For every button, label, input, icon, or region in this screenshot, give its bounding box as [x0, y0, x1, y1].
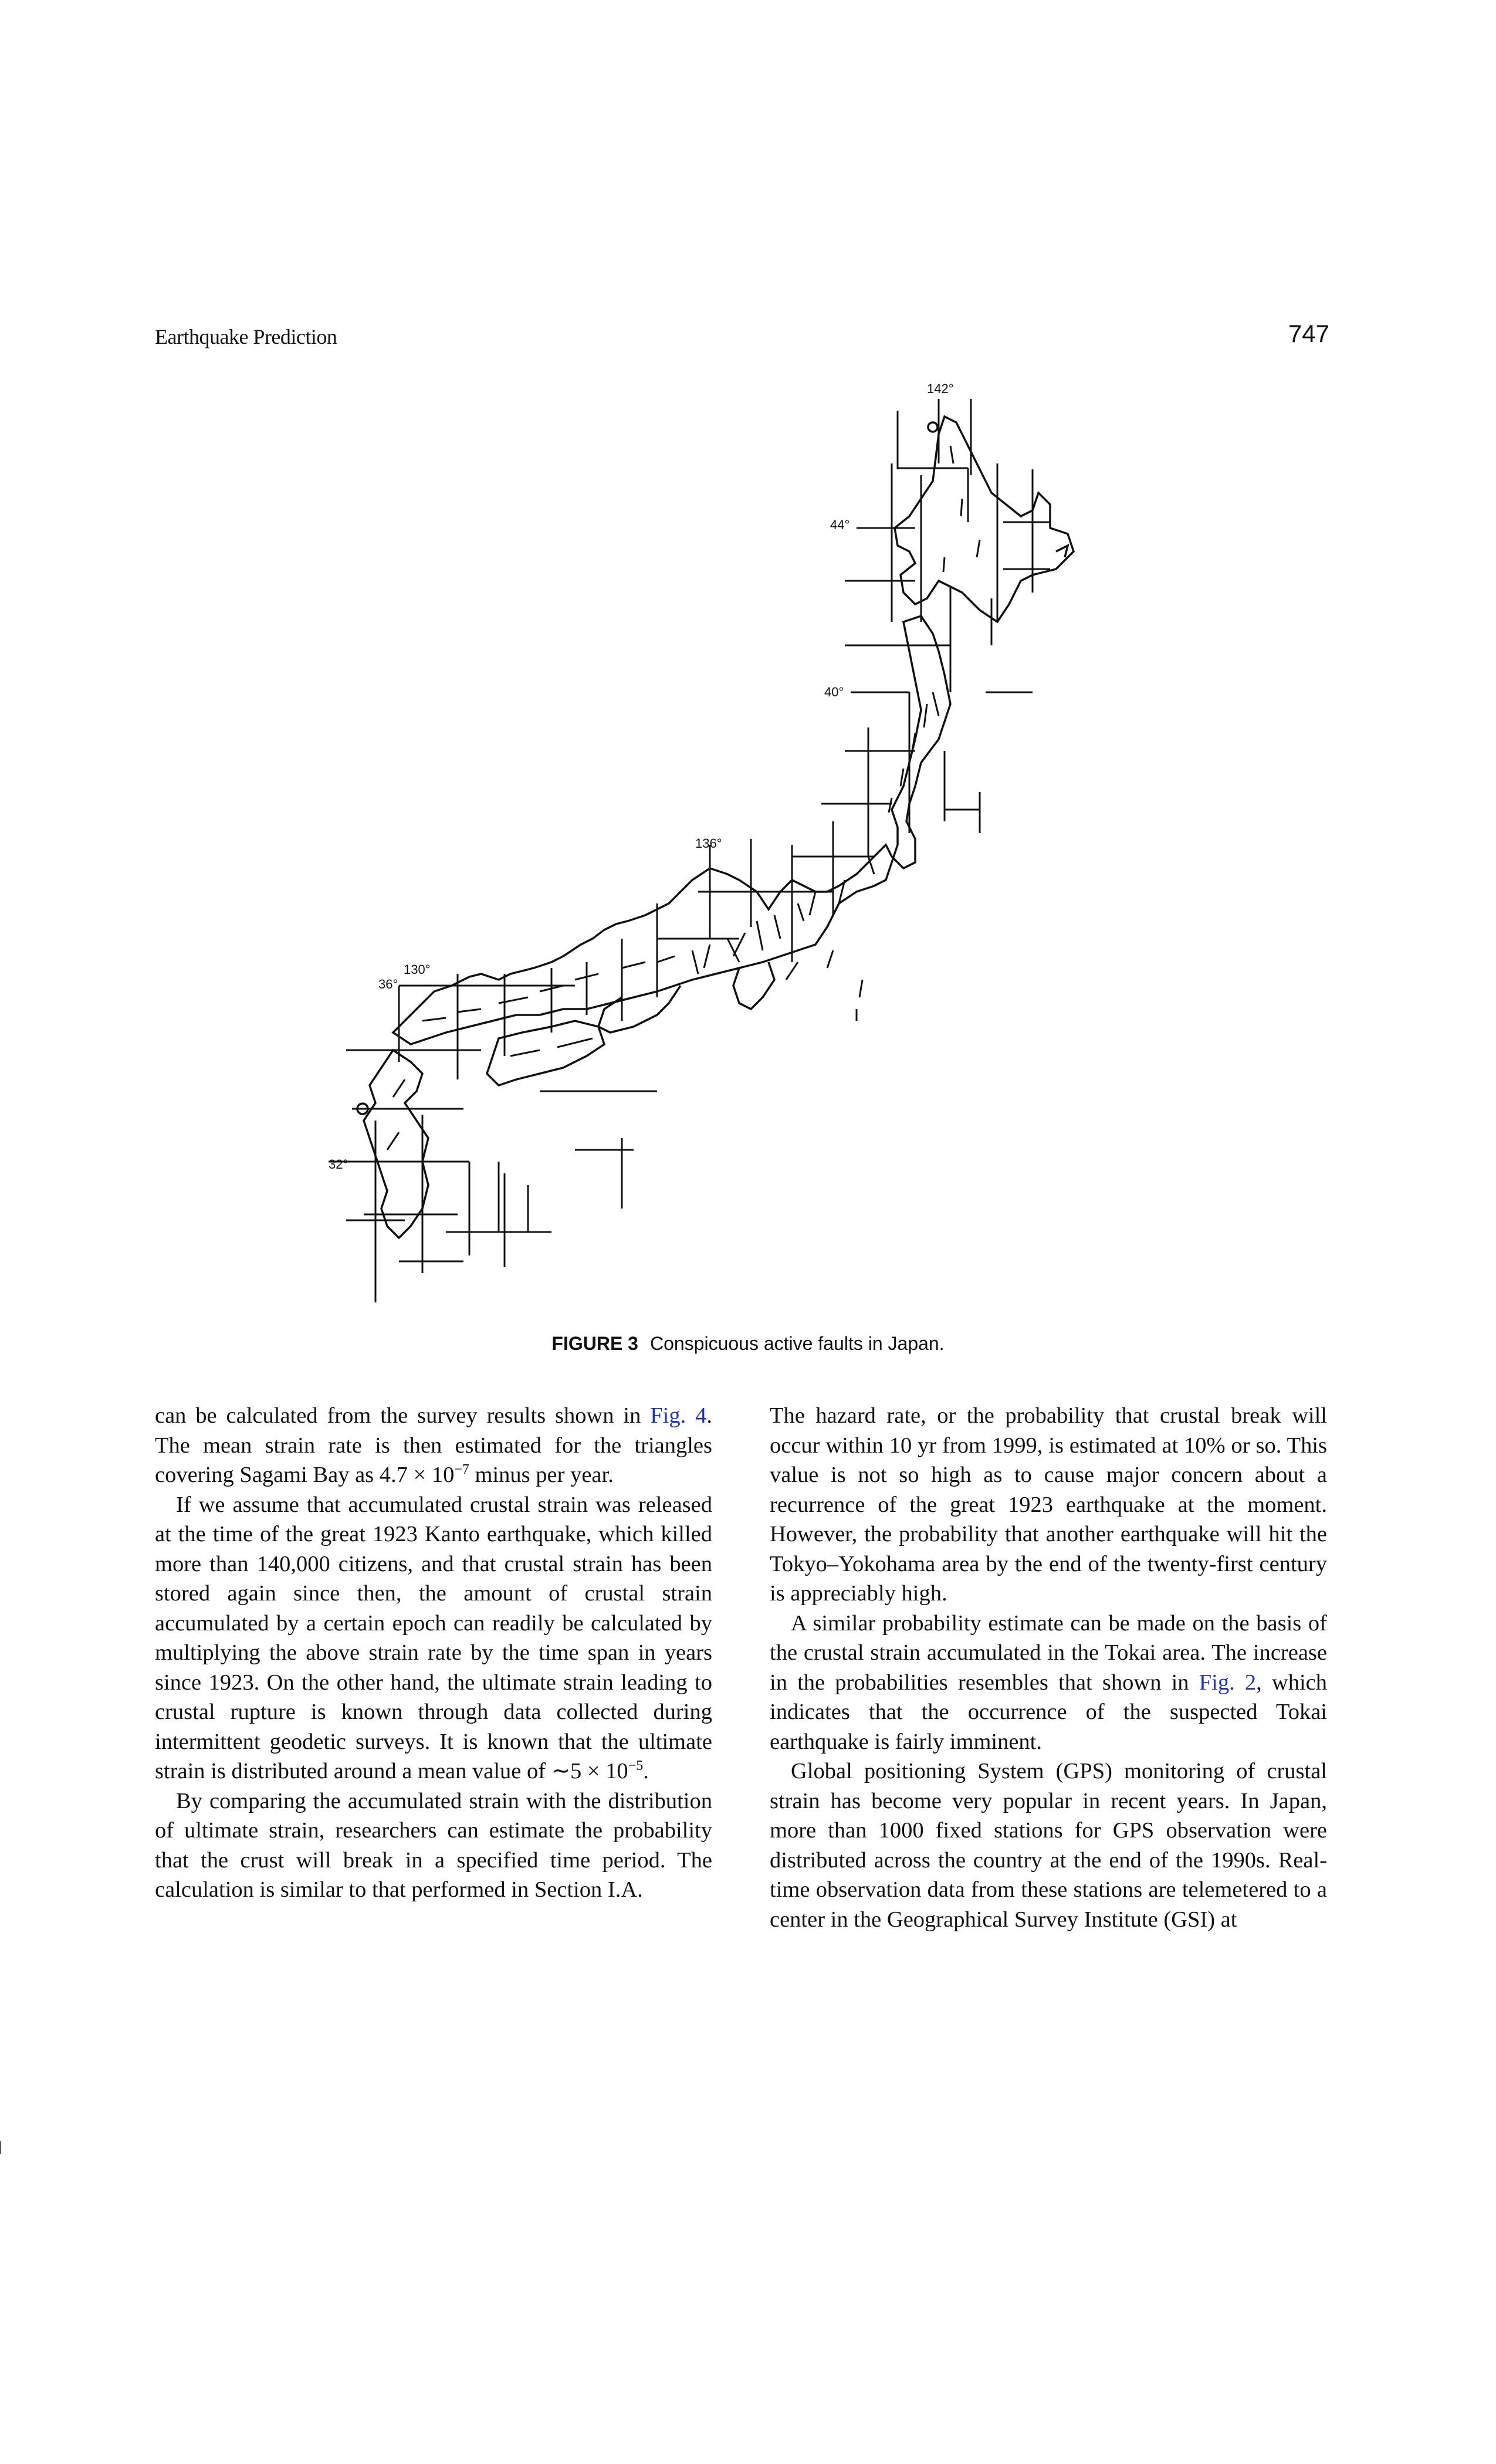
text-span: minus per year.: [469, 1463, 614, 1487]
text-span: A similar probability estimate can be made on the basis of the crustal strain accumulated in the Tokai area. The increase in the probabilities resembles that shown in: [770, 1610, 1327, 1695]
map-svg: [329, 375, 1179, 1326]
coordinate-labels: [329, 381, 954, 1172]
lat-label-44: 44°: [830, 517, 850, 532]
fig-2-link[interactable]: Fig. 2: [1199, 1670, 1257, 1695]
lon-label-136: 136°: [695, 836, 722, 851]
figure-caption-text: Conspicuous active faults in Japan.: [649, 1333, 945, 1354]
fig-4-link[interactable]: Fig. 4: [650, 1403, 707, 1428]
right-paragraph-1: The hazard rate, or the probability that crustal break will occur within 10 yr from 1999, is estimated at 10% or so. This value is not so high as to cause major concern about a recurrence of the great 1923 earthquake at the moment. However, the probability that another earthquake will hit the Tokyo–Yokohama area by the end of the twenty-first century is appreciably high.: [770, 1403, 1327, 1606]
running-title: Earthquake Prediction: [155, 325, 337, 348]
right-column: [770, 1401, 1327, 1934]
exponent: −5: [628, 1758, 644, 1774]
left-column: [155, 1401, 712, 1905]
exponent: −7: [454, 1462, 469, 1478]
right-paragraph-2: [770, 1609, 1327, 1757]
lon-label-142: 142°: [927, 381, 954, 396]
coastline: [357, 417, 1074, 1238]
left-paragraph-1: [155, 1401, 712, 1490]
figure-caption: [0, 1333, 1496, 1355]
text-span: If we assume that accumulated crustal strain was released at the time of the great 1923 Kanto earthquake, which killed more than 140,000 citizens, and that crustal strain has been stored again since then, the amount of crustal strain accumulated by a certain epoch can readily be calculated by multiplying the above strain rate by the time span in years since 1923. On the other hand, the ultimate strain leading to crustal rupture is known through data collected during intermittent geodetic surveys. It is known that the ultimate strain is distributed around a mean value of ∼5 × 10: [155, 1492, 712, 1783]
text-span: can be calculated from the survey results shown in: [155, 1403, 651, 1428]
lon-label-130: 130°: [404, 962, 431, 977]
figure-label: FIGURE 3: [551, 1333, 638, 1354]
text-span: . The mean strain rate is then estimated for the triangles covering Sagami Bay as 4.7 × 10: [155, 1403, 713, 1487]
lat-label-40: 40°: [824, 685, 844, 699]
margin-mark: [0, 2141, 1, 2154]
text-span: .: [643, 1759, 649, 1783]
left-paragraph-2: [155, 1490, 712, 1786]
left-paragraph-3: By comparing the accumulated strain with the distribution of ultimate strain, researchers can estimate the probability that the crust will break in a specified time period. The calculation is similar to that performed in Section I.A.: [155, 1788, 712, 1902]
lat-label-36: 36°: [378, 977, 398, 991]
lat-label-32: 32°: [329, 1157, 348, 1172]
right-paragraph-3: Global positioning System (GPS) monitoring of crustal strain has become very popular in recent years. In Japan, more than 1000 fixed stations for GPS observation were distributed across the country at the end of the 1990s. Real-time observation data from these stations are telemetered to a center in the Geographical Survey Institute (GSI) at: [770, 1759, 1327, 1932]
map-grid: [329, 399, 1050, 1302]
text-span: , which indicates that the occurrence of the suspected Tokai earthquake is fairly imminent.: [770, 1670, 1328, 1754]
japan-fault-map: [329, 375, 1179, 1326]
page-number: 747: [1288, 320, 1329, 347]
